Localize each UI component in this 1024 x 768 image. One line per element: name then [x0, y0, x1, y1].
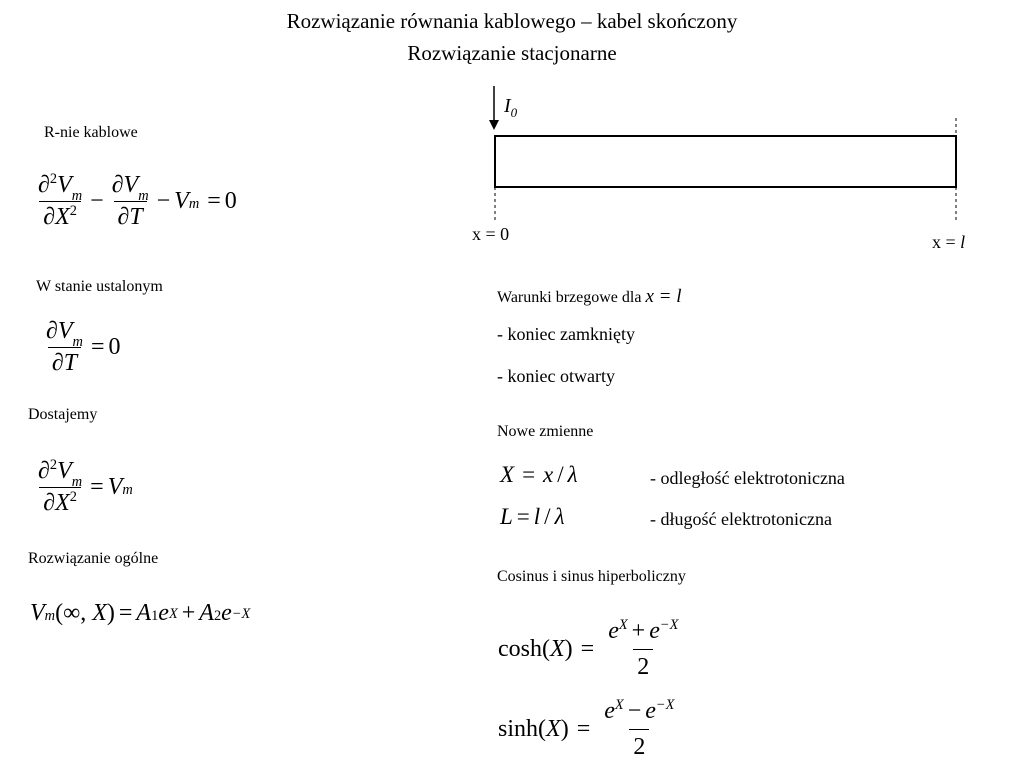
hyperbolic-heading: Cosinus i sinus hiperboliczny	[497, 568, 686, 585]
cable-rectangle	[495, 136, 956, 187]
current-arrow-head	[489, 120, 499, 130]
new-variables-heading: Nowe zmienne	[497, 423, 594, 440]
second-derivative-fraction: $\frac{\partial^2V_m}{\partial X^2}$	[38, 171, 83, 230]
general-solution-equation: V $_m$ ( ∞ , X ) = A $_1$ e X + A $_2$ e −X	[30, 600, 251, 626]
electrotonic-length-formula: L = l / λ	[500, 504, 565, 529]
page-subtitle: Rozwiązanie stacjonarne	[407, 41, 617, 65]
sinh-formula: sinh ( X ) = $\frac{e^X - e^{-X}}{2}$	[498, 697, 675, 760]
x-l-label: x = l	[932, 232, 966, 252]
open-end-item: - koniec otwarty	[497, 366, 615, 386]
general-solution-label: Rozwiązanie ogólne	[28, 550, 159, 567]
electrotonic-distance-formula: X = x / λ	[500, 462, 578, 487]
electrotonic-length-desc: - długość elektrotoniczna	[650, 509, 832, 529]
stationary-equation: $\frac{\partial^2V_m}{\partial X^2}$ = V $_m$	[38, 457, 133, 516]
cable-equation: $\frac{\partial^2V_m}{\partial X^2}$ − $\frac{\partial V_m}{\partial T}$ − V $_m$ = 0	[34, 172, 237, 231]
x-zero-label: x = 0	[472, 224, 510, 244]
we-get-label: Dostajemy	[28, 406, 98, 423]
finite-cable-diagram	[460, 82, 1000, 262]
cosh-formula: cosh ( X ) = $\frac{e^X + e^{-X}}{2}$	[498, 617, 679, 680]
steady-state-equation: $\frac{\partial V_m}{\partial T}$ = 0	[46, 318, 121, 376]
current-label: $I_0$	[504, 95, 518, 120]
electrotonic-distance-desc: - odległość elektrotoniczna	[650, 468, 845, 488]
time-derivative-fraction: $\frac{\partial V_m}{\partial T}$	[111, 172, 149, 230]
steady-state-label: W stanie ustalonym	[36, 278, 163, 295]
cable-equation-label: R-nie kablowe	[44, 124, 138, 141]
boundary-conditions-heading: Warunki brzegowe dla x = l	[497, 286, 682, 307]
page-title: Rozwiązanie równania kablowego – kabel skończony	[286, 9, 738, 33]
closed-end-item: - koniec zamknięty	[497, 324, 635, 344]
